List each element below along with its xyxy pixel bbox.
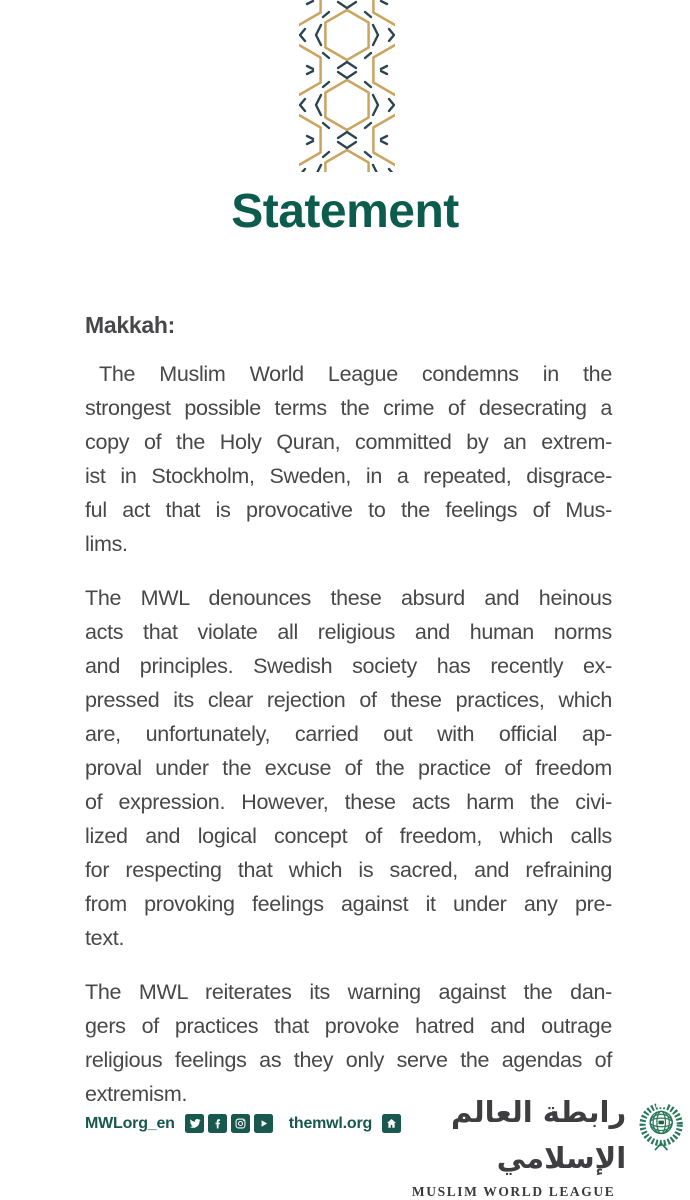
- body-line: strongest possible terms the crime of desecrating a: [85, 396, 612, 420]
- mwl-emblem-icon: [634, 1087, 688, 1165]
- twitter-icon[interactable]: [185, 1114, 204, 1133]
- youtube-icon[interactable]: [254, 1114, 273, 1133]
- geometric-pattern-icon: [299, 0, 395, 172]
- body-line: lized and logical concept of freedom, which calls: [85, 824, 612, 848]
- body-line: proval under the excuse of the practice of freedom: [85, 756, 612, 780]
- footer: [85, 1085, 630, 1200]
- statement-body: [85, 308, 612, 1131]
- body-line: The MWL reiterates its warning against the dan-: [85, 980, 612, 1004]
- website-link[interactable]: themwl.org: [288, 1114, 373, 1132]
- body-line: extremism.: [85, 1082, 188, 1106]
- dateline: Makkah:: [85, 312, 175, 338]
- mwl-logo-arabic: رابطة العالم الإسلامي: [450, 1095, 627, 1175]
- body-line: gers of practices that provoke hatred and outrage: [85, 1014, 612, 1038]
- body-line: copy of the Holy Quran, committed by an extrem-: [85, 430, 612, 454]
- social-row: [85, 1114, 401, 1133]
- instagram-icon[interactable]: [231, 1114, 250, 1133]
- body-line: ful act that is provocative to the feelings of Mus-: [85, 498, 612, 522]
- social-handle: MWLorg_en: [85, 1114, 175, 1132]
- body-line: are, unfortunately, carried out with official ap-: [85, 722, 612, 746]
- facebook-icon[interactable]: [208, 1114, 227, 1133]
- paragraph-1: [85, 357, 612, 561]
- body-line: ist in Stockholm, Sweden, in a repeated, disgrace-: [85, 464, 612, 488]
- body-line: pressed its clear rejection of these practices, which: [85, 688, 612, 712]
- mwl-logo: [401, 1087, 688, 1200]
- home-icon[interactable]: [382, 1114, 401, 1133]
- body-line: lims.: [85, 532, 128, 556]
- geometric-pattern-strip: [299, 0, 395, 172]
- mwl-logo-english: MUSLIM WORLD LEAGUE: [411, 1184, 616, 1199]
- body-line: of expression. However, these acts harm the civi-: [85, 790, 612, 814]
- body-line: The Muslim World League condemns in the: [99, 362, 612, 386]
- page-title: Statement: [231, 185, 459, 238]
- body-line: The MWL denounces these absurd and heinous: [85, 586, 612, 610]
- paragraph-2: [85, 581, 612, 955]
- body-line: for respecting that which is sacred, and refraining: [85, 858, 612, 882]
- body-line: from provoking feelings against it under any pre-: [85, 892, 612, 916]
- social-icons: [185, 1114, 273, 1133]
- body-line: religious feelings as they only serve the agendas of: [85, 1048, 612, 1072]
- body-line: text.: [85, 926, 125, 950]
- body-line: and principles. Swedish society has recently ex-: [85, 654, 612, 678]
- mwl-logo-text: [401, 1089, 626, 1200]
- body-line: acts that violate all religious and human norms: [85, 620, 612, 644]
